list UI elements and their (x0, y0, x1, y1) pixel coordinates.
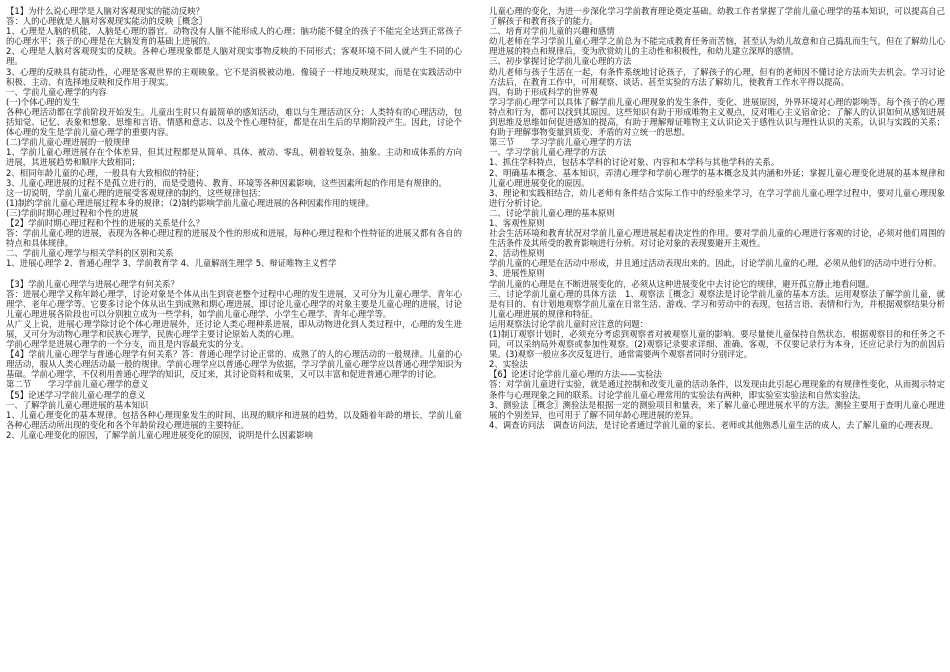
left-paragraph: (1)制约学前儿童心理进展过程本身的规律；（2)制约影响学前儿童心理进展的各种因素作用的规律。 (6, 197, 375, 208)
left-paragraph: 从广义上说，进展心理学除讨论个体心理进展外，还讨论人类心理种系进展，即从动物进化到人类过程中，心理的发生进展，又可分为动物心理学和民族心理学，民族心理学主要讨论原始人类的心理。 (6, 318, 462, 339)
left-paragraph: (二)学前儿童心理进展的一般规律 (6, 137, 130, 148)
right-paragraph: 1、客观性原则 (489, 217, 545, 228)
right-paragraph: 3、测验法〖概念〗测验法是根据一定的测验项目和量表，来了解儿童心理进展水平的方法。测验主要用于查明儿童心理进展的个别差异，也可用于了解不同年龄心理进展的差异。 (489, 399, 945, 420)
right-paragraph: 四、有助于形成科学的世界观 (489, 86, 598, 97)
left-paragraph: 学前心理学是进展心理学的一个分支，而且是内容最充实的分支。 (6, 339, 249, 350)
right-paragraph: (1)制订观察计划时，必须充分考虑到观察者对被观察儿童的影响。要尽量使儿童保持自然状态，根据观察目的和任务之不同，可以采纳局外观察或参加性观察。(2)观察记录要求详细、准确、客观，不仅要记录行为本身，还应记录行为的前因后果。(3)观察一般应多次反复进行，通常需要两个观察者同时分别评定。 (489, 329, 945, 360)
left-paragraph: 各种心理活动都在学前阶段开始发生。儿童出生时只有最简单的感知活动，难以与生理活动区分；人类特有的心理活动，包括知觉、记忆、表象和想象、思维和言语、情感和意志、以及个性心理特征，都是在出生后的早期阶段产生。因此，讨论个体心理的发生是学前儿童心理学的重要内容。 (6, 106, 462, 138)
right-paragraph: 三、讨论学前儿童心理的具体方法 1、观察法〖概念〗观察法是讨论学前儿童的基本方法。运用观察法了解学前儿童，就是有目的、有计划地观察学前儿童在日常生活、游戏、学习和劳动中的表现，包括言语、表情和行为，并根据观察结果分析儿童心理进展的规律和特征。 (489, 288, 945, 319)
left-paragraph: 1、儿童心理变化的基本规律。包括各种心理现象发生的时间、出现的顺序和进展的趋势，以及随着年龄的增长，学前儿童各种心理活动所出现的变化和各个年龄阶段心理进展的主要特征。 (6, 409, 462, 430)
left-paragraph: 二、学前儿童心理学与相关学科的区别和关系 (6, 248, 174, 259)
right-paragraph: 儿童心理的变化，为进一步深化学习学前教育理论奠定基础。幼教工作者掌握了学前儿童心理学的基本知识，可以提高自己了解孩子和教育孩子的能力。 (489, 6, 945, 27)
left-paragraph: 一、学前儿童心理学的内容 (6, 86, 107, 97)
left-paragraph: 1、学前儿童心理进展存在个体差异，但其过程都是从简单、具体、被动、零乱，朝着较复杂、抽象、主动和成体系的方向进展，其进展趋势和顺序大致相同； (6, 147, 462, 168)
left-paragraph: 【3】学前儿童心理学与进展心理学有何关系？ (6, 278, 179, 289)
left-paragraph: 3、儿童心理进展的过程不是孤立进行的，而是受遗传、教育、环境等各种因素影响，这些因素所起的作用是有规律的。 (6, 177, 447, 188)
right-paragraph: 3、理论和实践相结合，幼儿老师有条件结合实际工作中的经验来学习，在学习学前儿童心理学过程中，要对儿童心理现象进行分析讨论。 (489, 187, 945, 208)
right-paragraph: 学前儿童的心理是在活动中形成，并且通过活动表现出来的。因此，讨论学前儿童的心理，必须从他们的活动中进行分析。 (489, 258, 942, 269)
right-paragraph: 幼儿老师与孩子生活在一起，有条件系统地讨论孩子，了解孩子的心理，但有的老师因不懂讨论方法而失去机会。学习讨论方法后，在教育工作中，可用观察、谈话、甚至实验的方法了解幼儿，使教育工作水平得以提高。 (489, 66, 945, 87)
right-paragraph: 3、进展性原则 (489, 268, 545, 279)
left-paragraph: 【4】学前儿童心理学与普通心理学有何关系？答：普通心理学讨论正常的、成熟了的人的心理活动的一般规律。儿童的心理活动，服从人类心理活动最一般的规律。学前心理学应以普通心理学为依据，学习学前儿童心理学应以普通心理学知识为基础。学前心理学，不仅利用普通心理学的知识，反过来，其讨论资料和成果，又可以丰富和促进普通心理学的讨论。 (6, 349, 462, 380)
left-paragraph: 第二节 学习学前儿童心理学的意义 (6, 379, 149, 390)
right-paragraph: 第三节 学习学前儿童心理学的方法 (489, 137, 632, 148)
left-paragraph: 1、进展心理学 2、普通心理学 3、学前教育学 4、儿童解剖生理学 5、辩证唯物主义哲学 (6, 258, 337, 269)
left-column (6, 6, 462, 668)
left-paragraph: 一、了解学前儿童心理进展的基本知识 (6, 399, 149, 410)
right-paragraph: 4、调查访问法 调查访问法，是讨论者通过学前儿童的家长、老师或其他熟悉儿童生活的成人，去了解儿童的心理表现。 (489, 419, 939, 430)
left-paragraph: 答：人的心理就是人脑对客观现实能动的反映〖概念〗 (6, 16, 207, 27)
left-paragraph: 2、相同年龄儿童的心理，一般具有大致相似的特征； (6, 167, 204, 178)
left-paragraph: 答：学前儿童心理的进展，表现为各种心理过程的进展及个性的形成和进展，每种心理过程和个性特征的进展又都有各自的特点和具体规律。 (6, 228, 462, 249)
right-paragraph: 学前儿童的心理是在不断进展变化的，必须从这种进展变化中去讨论它的规律，避开孤立静止地看问题。 (489, 278, 875, 289)
right-paragraph: 2、明确基本概念、基本知识，弄清心理学和学前心理学的基本概念及其内涵和外延；掌握儿童心理变化进展的基本规律和儿童心理进展变化的原因。 (489, 167, 945, 188)
right-paragraph: 2、实验法 (489, 359, 528, 370)
left-paragraph: 2、儿童心理变化的原因，了解学前儿童心理进展变化的原因，说明是什么因素影响 (6, 429, 313, 440)
left-paragraph: 【1】为什么说心理学是人脑对客观现实的能动反映？ (6, 6, 204, 16)
right-paragraph: 二、培育对学前儿童的兴趣和感情 (489, 26, 615, 37)
right-paragraph: 【6】论述讨论学前儿童心理的方法——实验法 (489, 369, 662, 380)
left-paragraph: 2、心理是人脑对客观现实的反映。各种心理现象都是人脑对现实事物反映的不同形式；客观环境不同人就产生不同的心理。 (6, 46, 462, 67)
left-paragraph: 3、心理的反映具有能动性，心理是客观世界的主观映象。它不是消极被动地、像镜子一样地反映现实，而是在实践活动中积极、主动、有选择地反映和反作用于现实。 (6, 66, 462, 87)
right-paragraph: 社会生活环境和教育状况对学前儿童心理进展起着决定性的作用。要对学前儿童的心理进行客观的讨论，必须对他们周围的生活条件及其所受的教育影响进行分析。对讨论对象的表现要避开主观性。 (489, 228, 945, 249)
left-paragraph: (一)个体心理的发生 (6, 96, 80, 107)
left-paragraph (6, 268, 462, 278)
right-paragraph: 幼儿老师在学习学前儿童心理学之前总为不能完成教育任务而苦恼，甚至认为幼儿故意和自己捣乱而生气，但在了解幼儿心理进展的特点和规律后，变为欣赏幼儿的主动性和积极性，和幼儿建立深厚的感情。 (489, 36, 945, 57)
left-paragraph: 1、心理是人脑的机能，人脑是心理的器官。动物没有人脑不能形成人的心理；脑功能不健全的孩子不能完全达到正常孩子的心理水平；孩子的心理是在大脑发育的基础上进展的。 (6, 26, 462, 47)
left-paragraph: 答：进展心理学又称年龄心理学，讨论对象是个体从出生到衰老整个过程中心理的发生进展，又可分为儿童心理学、青年心理学、老年心理学等。它要多讨论个体从出生到成熟和期心理进展，即讨论儿童心理学的对象主要是儿童心理的进展，讨论儿童心理进展各阶段也可以分别独立成为一些学科，如学前儿童心理学、小学生心理学、青年心理学等。 (6, 288, 462, 319)
right-paragraph: 运用观察法讨论学前儿童时应注意的问题： (489, 318, 649, 329)
right-paragraph: 二、讨论学前儿童心理的基本原则 (489, 207, 615, 218)
right-paragraph: 答：对学前儿童进行实验，就是通过控制和改变儿童的活动条件，以发现由此引起心理现象的有规律性变化，从而揭示特定条件与心理现象之间的联系。讨论学前儿童心理常用的实验法有两种，即实验室实验法和自然实验法。 (489, 379, 945, 400)
right-paragraph: 2、活动性原则 (489, 248, 545, 259)
left-paragraph: 【2】学前时期心理过程和个性的进展的关系是什么？ (6, 217, 204, 228)
right-column (489, 6, 945, 668)
left-paragraph: 这一切说明，学前儿童心理的进展受客观规律的制约，这些规律包括： (6, 187, 266, 198)
right-paragraph: 三、初步掌握讨论学前儿童心理的方法 (489, 56, 632, 67)
right-paragraph: 一、学习学前儿童心理学的方法 (489, 147, 607, 158)
right-paragraph: 学习学前心理学可以具体了解学前儿童心理现象的发生条件，变化、进展原因，外界环境对心理的影响等。每个孩子的心理特点和行为，都可以找到其原因。这些知识有助于形成唯物主义观点，反对唯心主义宿命论；了解人的认识如何从感知进展到思维及思维如何促进感知的提高，有助于理解辩证唯物主义认识论关于感性认识与理性认识的关系，认识与实践的关系；有助于理解事物变量到质变、矛盾的对立统一的思想。 (489, 96, 945, 138)
right-paragraph: 1、抓住学科特点，包括本学科的讨论对象、内容和本学科与其他学科的关系。 (489, 157, 780, 168)
left-paragraph: (三)学前时期心理过程和个性的进展 (6, 207, 139, 218)
left-paragraph: 【5】论述学习学前儿童心理学的意义 (6, 389, 146, 400)
